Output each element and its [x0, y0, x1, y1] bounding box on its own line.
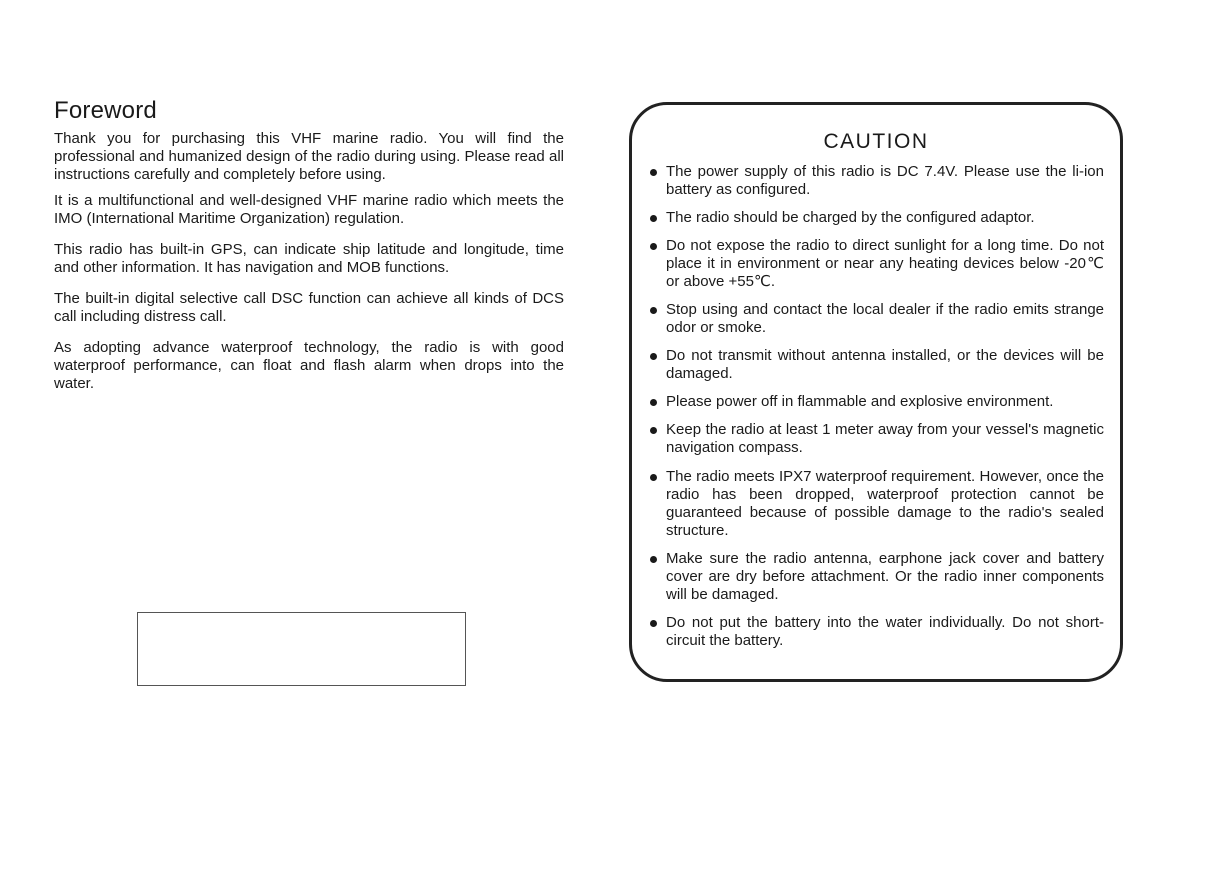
bullet-icon: [650, 399, 657, 406]
bullet-icon: [650, 353, 657, 360]
foreword-paragraph: Thank you for purchasing this VHF marine radio. You will find the professional and humanized design of the radio during using. Please read all instructions carefully and completely before using.: [54, 130, 564, 183]
caution-item-text: Do not expose the radio to direct sunlight for a long time. Do not place it in environment or near any heating devices below -20℃ or above +55℃.: [666, 237, 1104, 290]
bullet-icon: [650, 620, 657, 627]
caution-item-text: Keep the radio at least 1 meter away from your vessel's magnetic navigation compass.: [666, 421, 1104, 456]
foreword-title: Foreword: [54, 97, 157, 124]
caution-item: [648, 163, 1104, 199]
caution-item-text: The power supply of this radio is DC 7.4V. Please use the li-ion battery as configured.: [666, 163, 1104, 198]
caution-item-text: Stop using and contact the local dealer if the radio emits strange odor or smoke.: [666, 301, 1104, 336]
foreword-paragraph: As adopting advance waterproof technology, the radio is with good waterproof performance, can float and flash alarm when drops into the water.: [54, 339, 564, 392]
bullet-icon: [650, 474, 657, 481]
caution-item-text: Do not put the battery into the water individually. Do not short-circuit the battery.: [666, 614, 1104, 649]
caution-item-text: The radio meets IPX7 waterproof requirement. However, once the radio has been dropped, waterproof protection cannot be guaranteed because of possible damage to the radio's sealed structure.: [666, 468, 1104, 539]
bullet-icon: [650, 307, 657, 314]
caution-item: [648, 468, 1104, 540]
foreword-paragraph: It is a multifunctional and well-designed VHF marine radio which meets the IMO (International Maritime Organization) regulation.: [54, 192, 564, 227]
caution-item: [648, 347, 1104, 383]
caution-item: [648, 421, 1104, 457]
foreword-paragraph: The built-in digital selective call DSC function can achieve all kinds of DCS call including distress call.: [54, 290, 564, 325]
caution-item: [648, 393, 1104, 411]
foreword-paragraph: This radio has built-in GPS, can indicate ship latitude and longitude, time and other information. It has navigation and MOB functions.: [54, 241, 564, 276]
caution-title: CAUTION: [823, 130, 929, 153]
foreword-section: [54, 96, 564, 406]
caution-item: [648, 237, 1104, 291]
bullet-icon: [650, 215, 657, 222]
caution-item: [648, 614, 1104, 650]
caution-item-text: Make sure the radio antenna, earphone jack cover and battery cover are dry before attachment. Or the radio inner components will be damaged.: [666, 550, 1104, 603]
caution-panel: [629, 102, 1123, 682]
caution-item: [648, 209, 1104, 227]
caution-item-text: Do not transmit without antenna installed, or the devices will be damaged.: [666, 347, 1104, 382]
caution-item: [648, 301, 1104, 337]
bullet-icon: [650, 243, 657, 250]
caution-item-text: Please power off in flammable and explosive environment.: [666, 393, 1054, 410]
blank-label-box: [137, 612, 466, 686]
bullet-icon: [650, 169, 657, 176]
caution-item: [648, 550, 1104, 604]
bullet-icon: [650, 556, 657, 563]
bullet-icon: [650, 427, 657, 434]
caution-item-text: The radio should be charged by the configured adaptor.: [666, 209, 1035, 226]
caution-list: [648, 163, 1104, 660]
